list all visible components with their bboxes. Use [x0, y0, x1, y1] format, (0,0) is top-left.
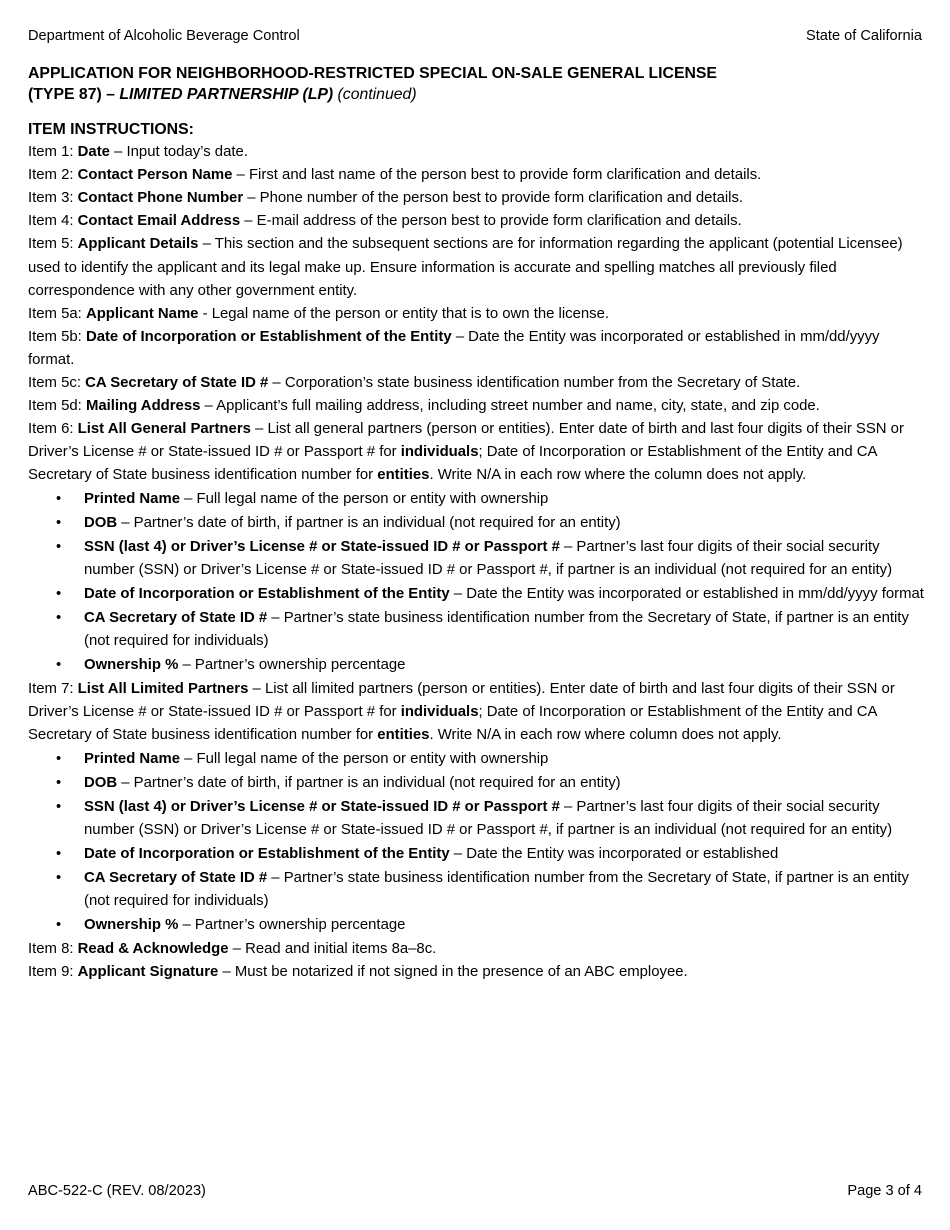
continued-label: (continued) [333, 86, 417, 103]
item-instructions [28, 118, 926, 984]
item-5d: Item 5d: Mailing Address – Applicant’s full mailing address, including street number and name, city, state, and zip code. [28, 398, 820, 415]
list-item: • Date of Incorporation or Establishment of the Entity – Date the Entity was incorporated or established [84, 843, 926, 866]
list-item: • Date of Incorporation or Establishment of the Entity – Date the Entity was incorporated or established in mm/dd/yyyy format [84, 583, 926, 606]
form-title-line1: APPLICATION FOR NEIGHBORHOOD-RESTRICTED SPECIAL ON-SALE GENERAL LICENSE [28, 65, 717, 82]
item-2: Item 2: Contact Person Name – First and last name of the person best to provide form clarification and details. [28, 167, 762, 184]
page-number: Page 3 of 4 [847, 1183, 922, 1199]
item-3: Item 3: Contact Phone Number – Phone number of the person best to provide form clarification and details. [28, 190, 744, 207]
item-5a: Item 5a: Applicant Name - Legal name of the person or entity that is to own the license. [28, 305, 610, 322]
list-item: • Ownership % – Partner’s ownership percentage [84, 654, 926, 677]
item-5b: Item 5b: Date of Incorporation or Establishment of the Entity – Date the Entity was incorporated or established in mm/dd/yyyy format. [28, 328, 880, 368]
list-item: • Printed Name – Full legal name of the person or entity with ownership [84, 488, 926, 511]
form-type: (TYPE 87) – [28, 86, 120, 103]
item-4: Item 4: Contact Email Address – E-mail address of the person best to provide form clarification and details. [28, 213, 742, 230]
instructions-heading: ITEM INSTRUCTIONS: [28, 121, 194, 138]
item-5c: Item 5c: CA Secretary of State ID # – Corporation’s state business identification number from the Secretary of State. [28, 375, 801, 392]
list-item: • SSN (last 4) or Driver’s License # or State-issued ID # or Passport # – Partner’s last four digits of their social security number (SSN) or Driver’s License # or State-issued ID # or Passport #, if partner is an individual (not required for an entity) [84, 536, 926, 582]
item-6-bullets [28, 488, 926, 678]
item-6: Item 6: List All General Partners – List all general partners (person or entities). Enter date of birth and last four digits of their SSN or Driver’s License # or State-issued ID # or Passport # for individuals; Date of Incorporation or Establishment of the Entity and CA Secretary of State business identification number for entities. Write N/A in each row where the column does not apply. [28, 421, 904, 484]
item-8: Item 8: Read & Acknowledge – Read and initial items 8a–8c. [28, 941, 437, 958]
item-5: Item 5: Applicant Details – This section and the subsequent sections are for information regarding the applicant (potential Licensee) used to identify the applicant and its legal make up. Ensure information is accurate and spelling matches all previously filed correspondence with any other government entity. [28, 236, 903, 299]
list-item: • Printed Name – Full legal name of the person or entity with ownership [84, 748, 926, 771]
list-item: • Ownership % – Partner’s ownership percentage [84, 914, 926, 937]
form-title-line2 [28, 84, 908, 105]
list-item: • SSN (last 4) or Driver’s License # or State-issued ID # or Passport # – Partner’s last four digits of their social security number (SSN) or Driver’s License # or State-issued ID # or Passport #, if partner is an individual (not required for an entity) [84, 796, 926, 842]
item-7-bullets [28, 748, 926, 938]
state-name: State of California [805, 28, 922, 44]
entity-type: LIMITED PARTNERSHIP (LP) [119, 86, 334, 103]
list-item: • DOB – Partner’s date of birth, if partner is an individual (not required for an entity) [84, 772, 926, 795]
list-item: • CA Secretary of State ID # – Partner’s state business identification number from the Secretary of State, if partner is an entity (not required for individuals) [84, 607, 926, 653]
item-7: Item 7: List All Limited Partners – List all limited partners (person or entities). Enter date of birth and last four digits of their SSN or Driver’s License # or State-issued ID # or Passport # for individuals; Date of Incorporation or Establishment of the Entity and CA Secretary of State business identification number for entities. Write N/A in each row where column does not apply. [28, 681, 895, 744]
form-title [28, 63, 908, 105]
department-name: Department of Alcoholic Beverage Control [28, 28, 300, 44]
list-item: • DOB – Partner’s date of birth, if partner is an individual (not required for an entity) [84, 512, 926, 535]
form-id: ABC-522-C (REV. 08/2023) [28, 1183, 206, 1199]
list-item: • CA Secretary of State ID # – Partner’s state business identification number from the Secretary of State, if partner is an entity (not required for individuals) [84, 867, 926, 913]
item-1: Item 1: Date – Input today’s date. [28, 144, 248, 161]
item-9: Item 9: Applicant Signature – Must be notarized if not signed in the presence of an ABC employee. [28, 964, 688, 981]
